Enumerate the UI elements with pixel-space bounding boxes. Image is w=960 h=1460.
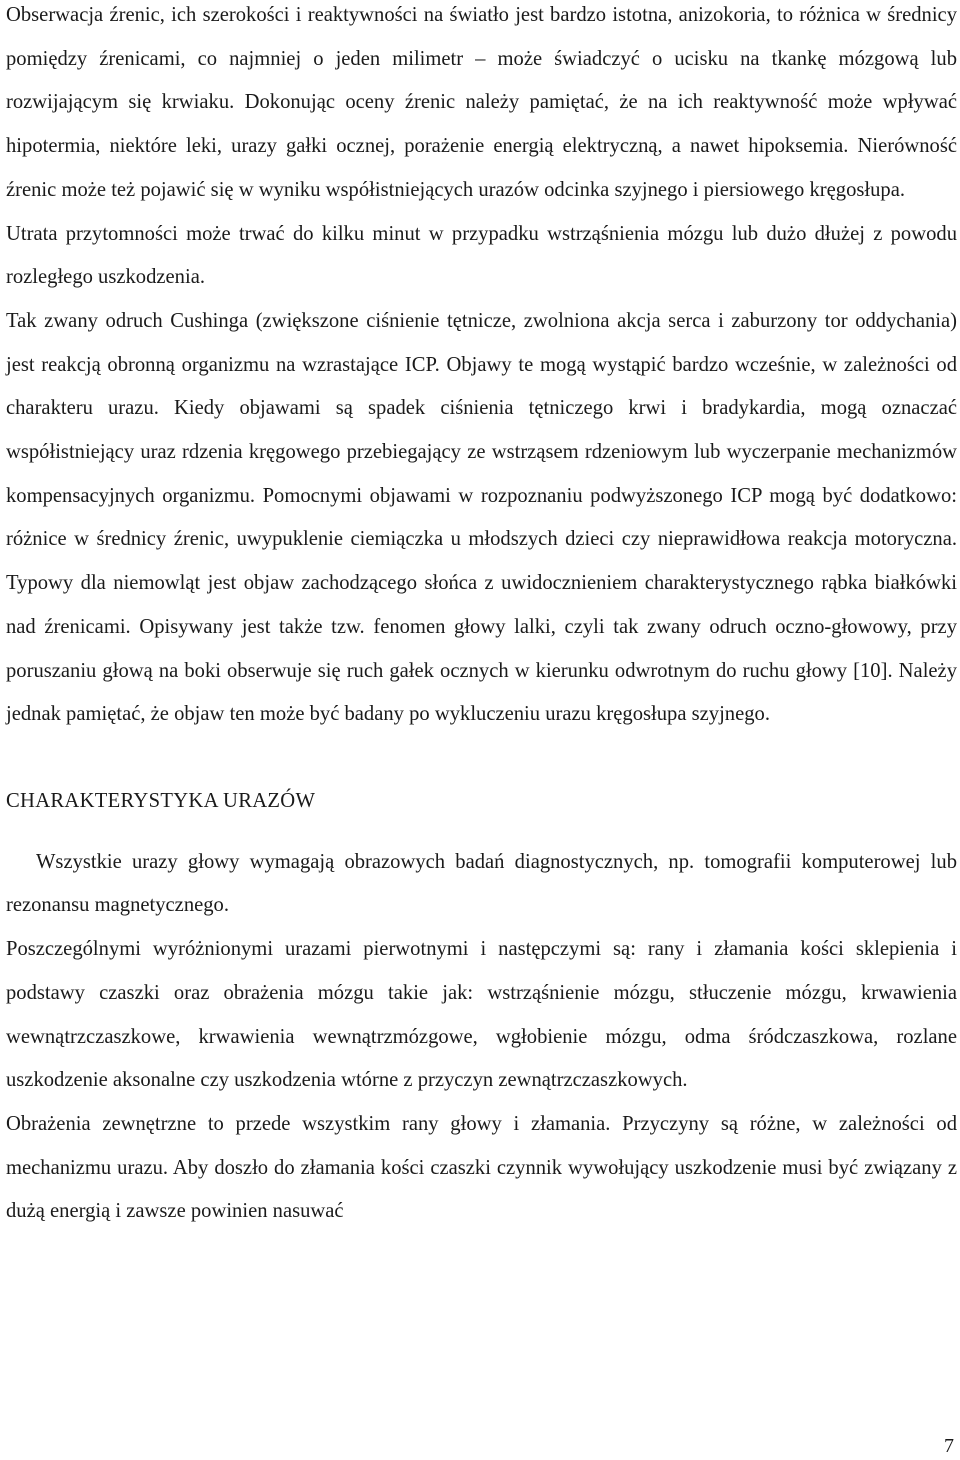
- paragraph-external-injuries: Obrażenia zewnętrzne to przede wszystkim rany głowy i złamania. Przyczyny są różne, w zależności od mechanizmu urazu. Aby doszło do złamania kości czaszki czynnik wywołujący uszkodzenie musi być związany z dużą energią i zawsze powinien nasuwać: [6, 1112, 957, 1223]
- paragraph-injuries: Poszczególnymi wyróżnionymi urazami pierwotnymi i następczymi są: rany i złamania kości sklepienia i podstawy czaszki oraz obrażenia mózgu takie jak: wstrząśnienie mózgu, stłuczenie mózgu, krwawienia wewnątrzczaszkowe, krwawienia wewnątrzmózgowe, wgłobienie mózgu, odma śródczaszkowa, rozlane uszkodzenie aksonalne czy uszkodzenia wtórne z przyczyn zewnątrzczaszkowych.: [6, 938, 957, 1092]
- paragraph-consciousness: Utrata przytomności może trwać do kilku minut w przypadku wstrząśnienia mózgu lub dużo dłużej z powodu rozległego uszkodzenia.: [6, 222, 957, 289]
- page-number: 7: [944, 1435, 954, 1457]
- section-heading: CHARAKTERYSTYKA URAZÓW: [6, 789, 316, 812]
- document-page: [6, 0, 957, 1234]
- paragraph-pupils: Obserwacja źrenic, ich szerokości i reaktywności na światło jest bardzo istotna, anizokoria, to różnica w średnicy pomiędzy źrenicami, co najmniej o jeden milimetr – może świadczyć o ucisku na tkankę mózgową lub rozwijającym się krwiaku. Dokonując oceny źrenic należy pamiętać, że na ich reaktywność może wpływać hipotermia, niektóre leki, urazy gałki ocznej, porażenie energią elektryczną, a nawet hipoksemia. Nierówność źrenic może też pojawić się w wyniku współistniejących urazów odcinka szyjnego i piersiowego kręgosłupa.: [6, 4, 957, 201]
- paragraph-imaging: Wszystkie urazy głowy wymagają obrazowych badań diagnostycznych, np. tomografii komputerowej lub rezonansu magnetycznego.: [6, 850, 957, 917]
- paragraph-cushing: Tak zwany odruch Cushinga (zwiększone ciśnienie tętnicze, zwolniona akcja serca i zaburzony tor oddychania) jest reakcją obronną organizmu na wzrastające ICP. Objawy te mogą wystąpić bardzo wcześnie, w zależności od charakteru urazu. Kiedy objawami są spadek ciśnienia tętniczego krwi i bradykardia, mogą oznaczać współistniejący uraz rdzenia kręgowego przebiegający ze wstrząsem rdzeniowym lub wyczerpanie mechanizmów kompensacyjnych organizmu. Pomocnymi objawami w rozpoznaniu podwyższonego ICP mogą być dodatkowo: różnice w średnicy źrenic, uwypuklenie ciemiączka u młodszych dzieci czy nieprawidłowa reakcja motoryczna. Typowy dla niemowląt jest objaw zachodzącego słońca z uwidocznieniem charakterystycznego rąbka białkówki nad źrenicami. Opisywany jest także tzw. fenomen głowy lalki, czyli tak zwany odruch oczno-głowowy, przy poruszaniu głową na boki obserwuje się ruch gałek ocznych w kierunku odwrotnym do ruchu głowy [10]. Należy jednak pamiętać, że objaw ten może być badany po wykluczeniu urazu kręgosłupa szyjnego.: [6, 309, 957, 726]
